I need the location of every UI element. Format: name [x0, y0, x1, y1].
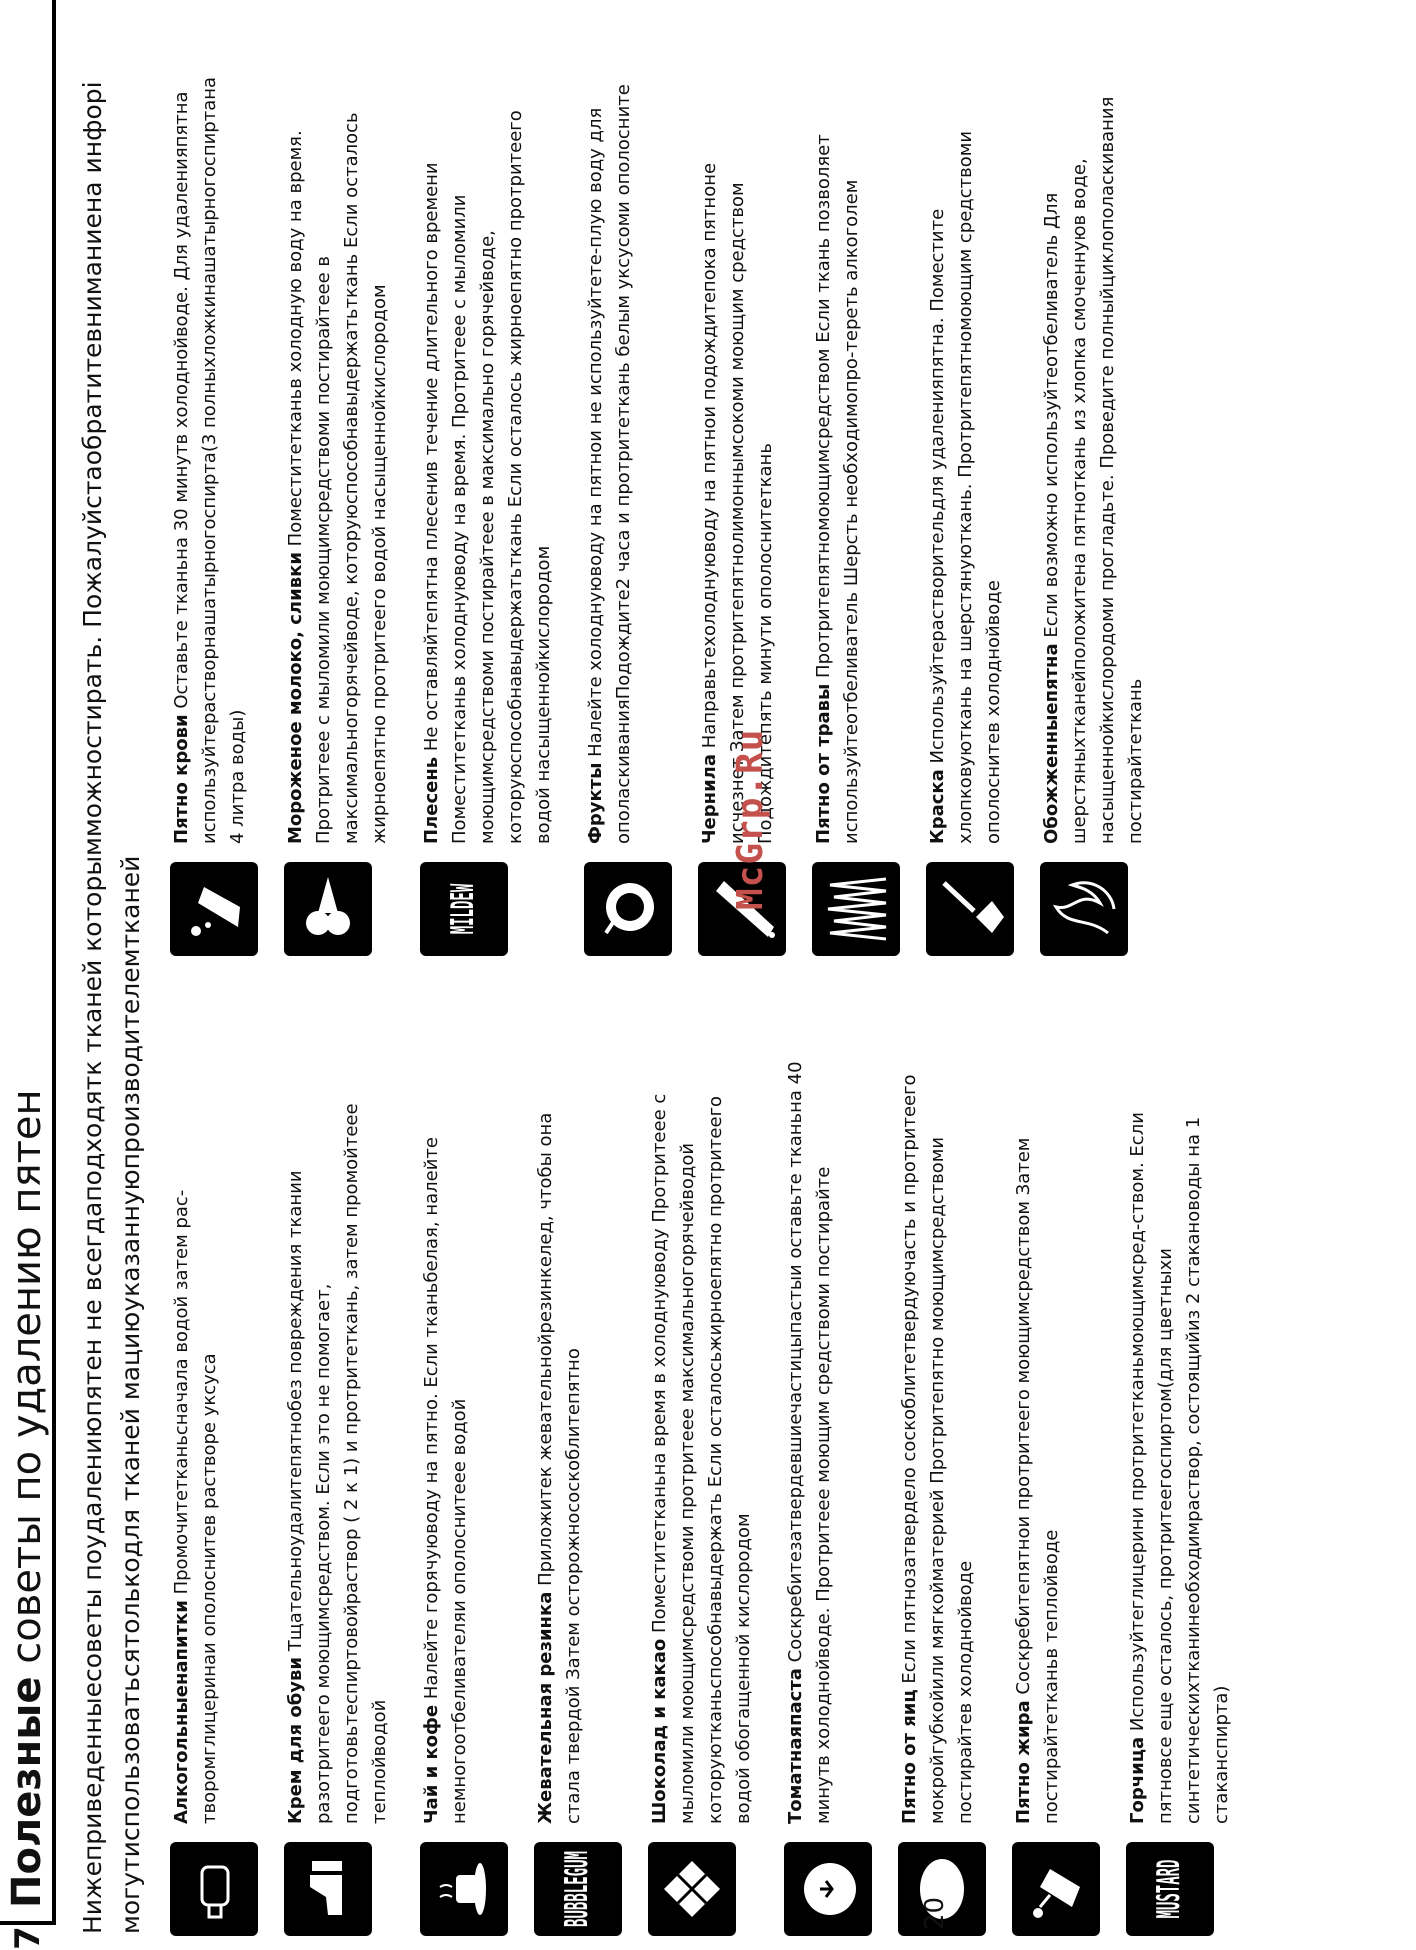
- stain-tip-text: [418, 74, 558, 844]
- stain-tip-body: Соскребитепятнои протритеего моющимсредством Затем постирайтетканьв теплойводе: [1013, 1137, 1062, 1824]
- stain-tip-text: [896, 1054, 980, 1824]
- stain-tip-body: Используйтерастворительдля удаленияпятна. Поместите хлопковуюткань на шерстянуюткань. Протритепятномоющим средствоми ополоснитев холоднойводе: [927, 130, 1004, 844]
- stain-tip-item: [418, 70, 562, 970]
- page-title-bold: Полезные: [4, 1676, 50, 1908]
- stain-tip-text: [282, 1054, 394, 1824]
- mustard-icon: [1126, 1842, 1214, 1936]
- chapter-number: 7: [8, 1926, 48, 1950]
- stain-tip-item: [646, 1050, 762, 1950]
- stain-tip-item: [1124, 1050, 1240, 1950]
- icon-label: MUSTARD: [1152, 1859, 1188, 1919]
- header-divider-vertical: [0, 1921, 56, 1925]
- stain-tip-item: [418, 1050, 512, 1950]
- stain-tip-title: Пятно от травы: [813, 683, 834, 844]
- stain-tip-body: Налейте горячуюводу на пятно. Если тканьбелая, налейте немногоотбеливателяи ополоснитеее водой: [421, 1137, 470, 1824]
- fruit-icon: [584, 862, 672, 956]
- stain-tip-body: Не оставляйтепятна плесенив течение длительного времени Поместитетканьв холоднуюводу на время. Протритеее с мыломили моющимсредствоми постирайтеее в максимально горячейводе, которуюспособнавыдержатьткань Если осталось жирноепятно протритеего водой насыщеннойкислородом: [421, 110, 554, 844]
- stain-tip-item: [1038, 70, 1154, 970]
- icon-label: MILDEW: [446, 883, 482, 935]
- stain-tip-body: Промочитетканьсначала водой затем рас-творомглицеринаи ополоснитев растворе уксуса: [171, 1189, 220, 1824]
- stain-tip-title: Пятно жира: [1013, 1700, 1034, 1824]
- stain-tip-title: Обожженныепятна: [1041, 643, 1062, 844]
- stain-tip-body: Поместитетканьв холодную воду на время. Протритеее с мыломили моющимсредствоми постирайтеее в максимальногорячейводе, которуюспособнавыдержатьткань Если осталось жирноепятно протритеего водой насыщеннойкислородом: [285, 112, 390, 844]
- stain-tip-text: [782, 1054, 838, 1824]
- watermark: McGrp.Ru: [730, 728, 771, 910]
- stain-tip-title: Горчица: [1127, 1736, 1148, 1824]
- grass-icon: [812, 862, 900, 956]
- stain-tip-title: Крем для обуви: [285, 1656, 306, 1824]
- stain-tip-body: Поместитетканьна время в холоднуюводу Протритеее с мыломили моющимсредствоми протритеее максимальногорячейводой которуютканьспособнавыдержать Если осталосьжирноепятно протритеего водой обогащенной кислородом: [649, 1093, 754, 1824]
- stain-tip-item: [582, 70, 676, 970]
- stain-tip-item: [282, 1050, 398, 1950]
- stain-tip-body: Оставьте тканьна 30 минутв холоднойводе. Для удаленияпятна используйтерастворнашатырногоспирта(3 полныхложкинашатырногоспиртана 4 литра воды): [171, 76, 248, 844]
- stain-tip-body: Используйтеглицерини протритетканьмоющимсред-ством. Если пятновсе еще осталось, протритеегоспиртом(для цветныхи синтетическихтканинеобходимраствор, состоящийиз 2 стакановоды на 1 стаканспирта): [1127, 1112, 1232, 1824]
- mildew-icon: [420, 862, 508, 956]
- stain-tip-body: Если пятнозатвердело соскоблитетвердуючасть и протритеего мокройгубкойили мягкойматерией Протритепятно моющимсредствоми постирайтев холоднойводе: [899, 1074, 976, 1824]
- bottle-icon: [170, 1842, 258, 1936]
- stain-tip-title: Мороженое молоко, сливки: [285, 552, 306, 844]
- left-column: [168, 1050, 1260, 1950]
- stain-tip-text: [646, 1054, 758, 1824]
- bubblegum-icon: [534, 1842, 622, 1936]
- scorch-icon: [1040, 862, 1128, 956]
- stain-tip-item: [782, 1050, 876, 1950]
- stain-tip-title: Жевательная резинка: [535, 1591, 556, 1824]
- grease-icon: [1012, 1842, 1100, 1936]
- stain-tip-title: Краска: [927, 769, 948, 844]
- intro-paragraph: Нижеприведенныесоветы поудалениюпятен не всегдаподходятк тканей которымможностирать. Пожалуйстаобратитевниманиена инфорi могутиспользоватьсятолькодля тканей мациюуказаннуюпроизводителемтканей: [78, 81, 145, 1934]
- stain-tip-item: [896, 1050, 990, 1950]
- stain-tip-body: Приложитек жевательнойрезинкелед, чтобы она стала твердой Затем осторожнососкоблитепятно: [535, 1112, 584, 1824]
- stain-tip-body: Тщательноудалитепятнобез повреждения ткании разотритеего моющимсредством. Если это не помогает, подготовьтеспиртовойраствор ( 2 к 1) и протритеткань, затем промойтеее теплойводой: [285, 1103, 390, 1824]
- stain-tip-title: Пятно крови: [171, 714, 192, 844]
- blood-icon: [170, 862, 258, 956]
- stain-tip-body: Если возможно используйтеотбеливатель Для шерстяныхтканейположитена пятноткань из хлопка смоченнуюв воде, насыщеннойкислородоми прогладьте. Проведите полныйциклополаскивания постирайтеткань: [1041, 96, 1146, 844]
- stain-tip-item: [282, 70, 398, 970]
- stain-tip-body: Направьтехолоднуюводу на пятнои подождитепока пятноне исчезнет Затем протритепятнолимоннымсокоми моющим средством Подождитепять минути ополоснитеткань: [699, 162, 776, 844]
- stain-tip-body: Налейте холоднуюводу на пятнои не используйтете-плую воду для ополаскиванияПодождите2 часа и протритеткань белым уксусоми ополосните: [585, 84, 634, 844]
- tomato-icon: [784, 1842, 872, 1936]
- ice-cream-icon: [284, 862, 372, 956]
- stain-tip-title: Чернила: [699, 753, 720, 844]
- icon-label: BUBBLEGUM: [560, 1851, 596, 1927]
- stain-tip-title: Чай и кофе: [421, 1704, 442, 1824]
- stain-tip-text: [810, 74, 866, 844]
- stain-tip-text: [168, 1054, 224, 1824]
- stain-tip-text: [532, 1054, 588, 1824]
- shoe-polish-icon: [284, 1842, 372, 1936]
- stain-tip-title: Алкогольныенапитки: [171, 1600, 192, 1824]
- page-title-rest: советы по удалению пятен: [4, 1089, 50, 1664]
- stain-tip-text: [924, 74, 1008, 844]
- stain-tip-item: [924, 70, 1018, 970]
- page-title: [6, 1089, 48, 1908]
- stain-tip-title: Пятно от яиц: [899, 1689, 920, 1824]
- stain-tip-item: [168, 1050, 262, 1950]
- stain-tip-text: [168, 74, 252, 844]
- tea-coffee-icon: [420, 1842, 508, 1936]
- stain-tip-title: Фрукты: [585, 762, 606, 844]
- page-number: 20: [920, 1896, 950, 1930]
- stain-tip-title: Шоколад и какао: [649, 1638, 670, 1824]
- header-rule: [52, 0, 56, 1925]
- stain-tip-body: Соскребитезатвердевшиечастицыпастыи оставьте тканьна 40 минутв холоднойводе. Протритеее моющим средствоми постирайте: [785, 1061, 834, 1824]
- stain-tip-text: [282, 74, 394, 844]
- stain-tip-text: [1038, 74, 1150, 844]
- stain-tip-title: Плесень: [421, 756, 442, 844]
- right-column: [168, 70, 1174, 970]
- stain-tip-item: [532, 1050, 626, 1950]
- paint-brush-icon: [926, 862, 1014, 956]
- stain-tip-text: [418, 1054, 474, 1824]
- stain-tip-title: Томатнаяпаста: [785, 1668, 806, 1824]
- stain-tip-text: [1010, 1054, 1066, 1824]
- chocolate-icon: [648, 1842, 736, 1936]
- stain-tip-body: Протритепятномоющимсредством Если ткань позволяет используйтеотбеливатель Шерсть необходимопро-тереть алкоголем: [813, 134, 862, 844]
- stain-tip-text: [1124, 1054, 1236, 1824]
- stain-tip-item: [810, 70, 904, 970]
- stain-tip-item: [1010, 1050, 1104, 1950]
- stain-tip-item: [168, 70, 262, 970]
- stain-tip-text: [582, 74, 638, 844]
